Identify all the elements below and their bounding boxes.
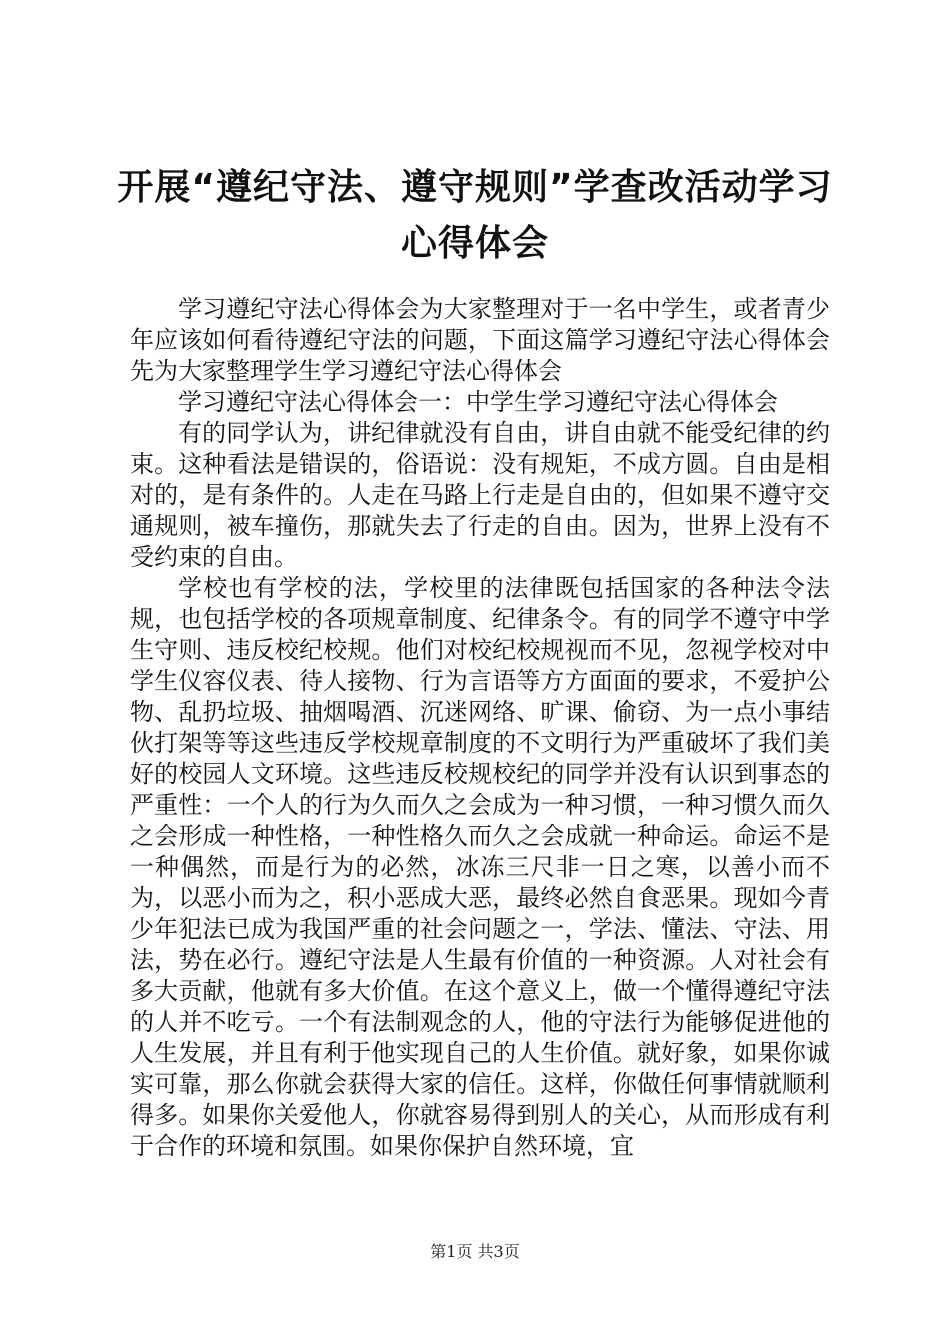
document-body xyxy=(130,294,830,1162)
title-line-1: 开展“遵纪守法、遵守规则”学查改活动学习 xyxy=(117,167,833,208)
title-line-2: 心得体会 xyxy=(400,223,549,264)
paragraph-school-law: 学校也有学校的法，学校里的法律既包括国家的各种法令法规，也包括学校的各项规章制度、纪律条令。有的同学不遵守中学生守则、违反校纪校规。他们对校纪校规视而不见，忽视学校对中学生仪容仪表、待人接物、行为言语等方方面面的要求，不爱护公物、乱扔垃圾、抽烟喝酒、沉迷网络、旷课、偷窃、为一点小事结伙打架等等这些违反学校规章制度的不文明行为严重破坏了我们美好的校园人文环境。这些违反校规校纪的同学并没有认识到事态的严重性：一个人的行为久而久之会成为一种习惯，一种习惯久而久之会形成一种性格，一种性格久而久之会成就一种命运。命运不是一种偶然，而是行为的必然，冰冻三尺非一日之寒，以善小而不为，以恶小而为之，积小恶成大恶，最终必然自食恶果。现如今青少年犯法已成为我国严重的社会问题之一，学法、懂法、守法、用法，势在必行。遵纪守法是人生最有价值的一种资源。人对社会有多大贡献，他就有多大价值。在这个意义上，做一个懂得遵纪守法的人并不吃亏。一个有法制观念的人，他的守法行为能够促进他的人生发展，并且有利于他实现自己的人生价值。就好象，如果你诚实可靠，那么你就会获得大家的信任。这样，你做任何事情就顺利得多。如果你关爱他人，你就容易得到别人的关心，从而形成有利于合作的环境和氛围。如果你保护自然环境，宜 xyxy=(130,574,830,1160)
paragraph-freedom: 有的同学认为，讲纪律就没有自由，讲自由就不能受纪律的约束。这种看法是错误的，俗语说：没有规矩，不成方圆。自由是相对的，是有条件的。人走在马路上行走是自由的，但如果不遵守交通规则，被车撞伤，那就失去了行走的自由。因为，世界上没有不受约束的自由。 xyxy=(130,419,830,571)
paragraph-subheading: 学习遵纪守法心得体会一：中学生学习遵纪守法心得体会 xyxy=(178,388,778,416)
document-title xyxy=(100,160,850,272)
paragraph-intro: 学习遵纪守法心得体会为大家整理对于一名中学生，或者青少年应该如何看待遵纪守法的问题，下面这篇学习遵纪守法心得体会先为大家整理学生学习遵纪守法心得体会 xyxy=(130,295,830,385)
page-number-footer: 第1页 共3页 xyxy=(430,1242,520,1261)
